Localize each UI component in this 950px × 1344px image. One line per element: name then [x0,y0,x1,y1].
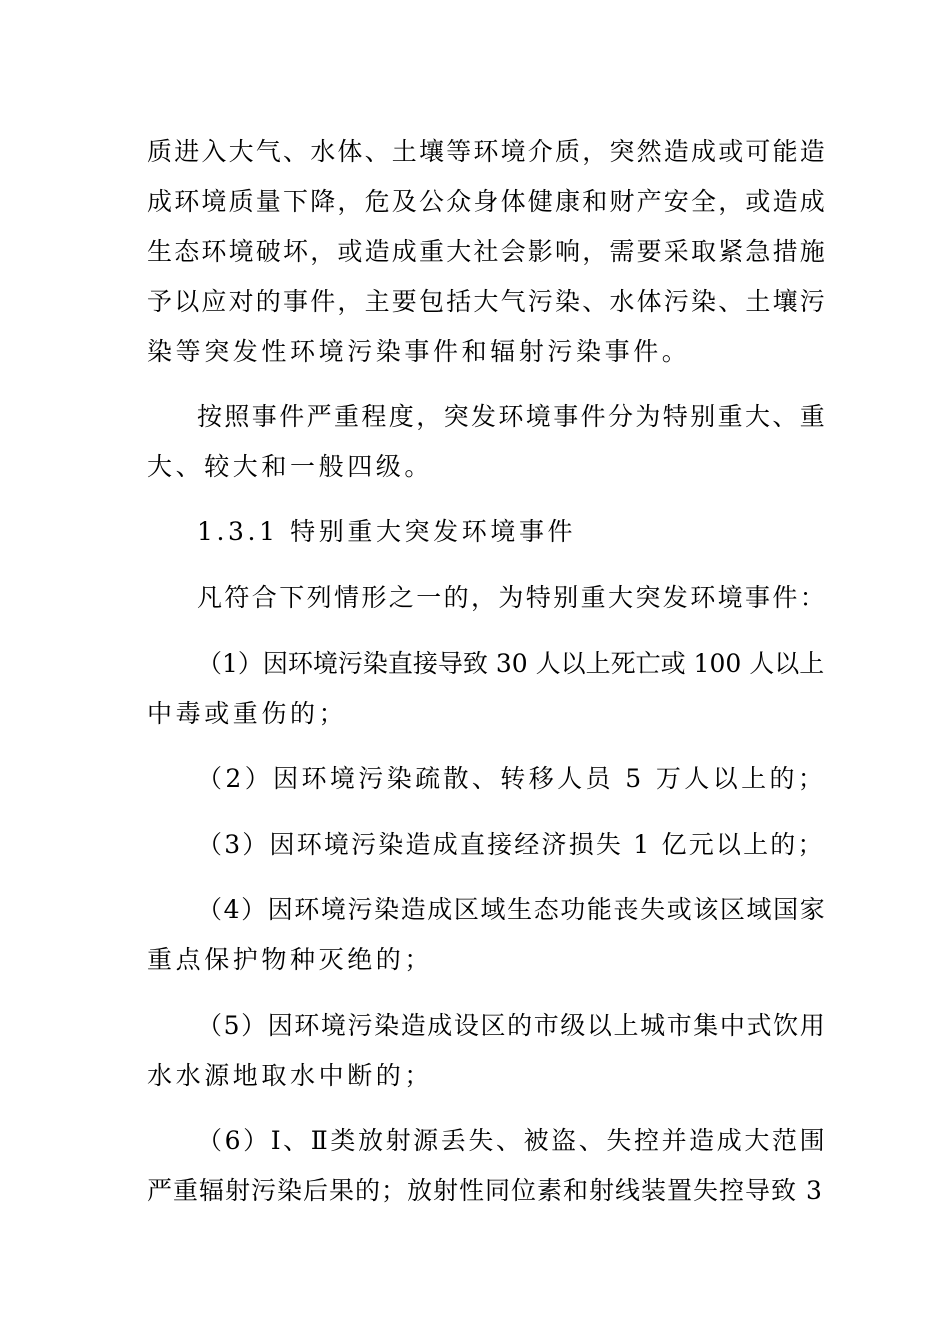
paragraph-line: 质进入大气、水体、土壤等环境介质，突然造成或可能造 [147,137,828,166]
paragraph-line: 按照事件严重程度，突发环境事件分为特别重大、重 [197,402,828,431]
paragraph-line: 予以应对的事件，主要包括大气污染、水体污染、土壤污 [147,287,828,316]
list-item-line: 水水源地取水中断的； [147,1061,434,1090]
list-item-line: （2）因环境污染疏散、转移人员 5 万人以上的； [197,764,827,793]
list-item-line: （4）因环境污染造成区域生态功能丧失或该区域国家 [197,895,827,924]
list-item-line: （3）因环境污染造成直接经济损失 1 亿元以上的； [197,830,825,859]
list-item-line: （1）因环境污染直接导致 30 人以上死亡或 100 人以上 [197,649,825,678]
list-item-line: 中毒或重伤的； [147,699,348,728]
list-item-line: （6）Ⅰ、Ⅱ类放射源丢失、被盗、失控并造成大范围 [197,1126,828,1155]
list-item-line: 重点保护物种灭绝的； [147,945,434,974]
section-heading: 1.3.1 特别重大突发环境事件 [197,517,577,546]
list-item-line: （5）因环境污染造成设区的市级以上城市集中式饮用 [197,1011,827,1040]
intro-text: 凡符合下列情形之一的，为特别重大突发环境事件： [197,583,828,612]
list-item-line: 严重辐射污染后果的；放射性同位素和射线装置失控导致 3 [147,1176,823,1205]
paragraph-line: 染等突发性环境污染事件和辐射污染事件。 [147,337,691,366]
paragraph-line: 成环境质量下降，危及公众身体健康和财产安全，或造成 [147,187,828,216]
paragraph-line: 生态环境破坏，或造成重大社会影响，需要采取紧急措施 [147,237,828,266]
paragraph-line: 大、较大和一般四级。 [147,452,434,481]
